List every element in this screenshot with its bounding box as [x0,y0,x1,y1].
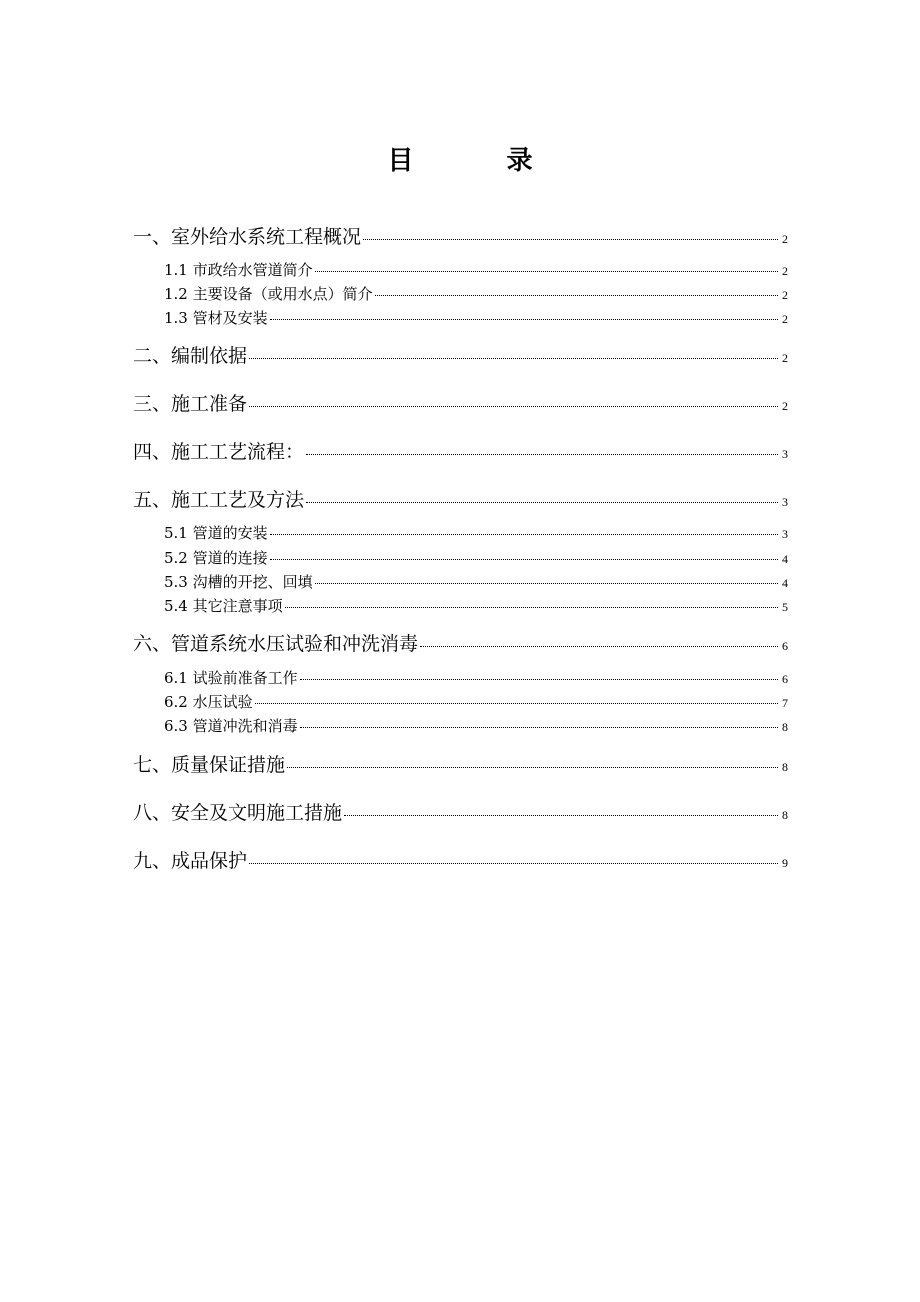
toc-entry-label: 四、施工工艺流程： [133,441,305,463]
toc-entry-1-2[interactable] [164,283,788,304]
toc-entry-8[interactable] [133,798,788,825]
toc-page-number: 2 [782,351,788,365]
toc-leader [255,703,778,704]
toc-page-number: 7 [782,696,788,710]
toc-entry-label: 5.1 管道的安装 [164,524,268,542]
toc-leader [270,319,778,320]
toc-leader [315,583,778,584]
toc-leader [344,815,778,816]
toc-leader [285,607,778,608]
toc-page-number: 6 [782,639,788,653]
toc-leader [315,271,778,272]
toc-page-number: 8 [782,720,788,734]
toc-entry-5-2[interactable] [164,547,788,568]
toc-page-number: 6 [782,672,788,686]
toc-entry-1-1[interactable] [164,259,788,280]
toc-leader [300,679,778,680]
toc-entry-label: 六、管道系统水压试验和冲洗消毒 [133,633,419,655]
toc-page-number: 2 [782,264,788,278]
toc-entry-3[interactable] [133,389,788,416]
toc-entry-label: 七、质量保证措施 [133,754,286,776]
toc-entry-2[interactable] [133,341,788,368]
toc-entry-9[interactable] [133,846,788,873]
toc-page-number: 9 [782,856,788,870]
toc-entry-1-3[interactable] [164,307,788,328]
toc-entry-label: 二、编制依据 [133,345,248,367]
toc-page-number: 2 [782,232,788,246]
toc-page-number: 5 [782,600,788,614]
toc-entry-5-4[interactable] [164,595,788,616]
toc-entry-6-2[interactable] [164,691,788,712]
toc-entry-1[interactable] [133,222,788,249]
toc-entry-label: 五、施工工艺及方法 [133,489,305,511]
toc-page-number: 4 [782,552,788,566]
toc-entry-label: 1.1 市政给水管道简介 [164,261,313,279]
toc-page-number: 3 [782,447,788,461]
toc-entry-label: 5.3 沟槽的开挖、回填 [164,573,313,591]
toc-entry-5-1[interactable] [164,522,788,543]
toc-entry-6-3[interactable] [164,715,788,736]
toc-leader [287,767,778,768]
toc-page-number: 8 [782,808,788,822]
toc-page-number: 2 [782,399,788,413]
toc-entry-label: 三、施工准备 [133,393,248,415]
toc-leader [270,559,778,560]
toc-entry-label: 一、室外给水系统工程概况 [133,226,362,248]
toc-leader [375,295,778,296]
toc-leader [249,358,778,359]
toc-leader [270,534,778,535]
toc-entry-label: 八、安全及文明施工措施 [133,802,343,824]
toc-entry-7[interactable] [133,750,788,777]
toc-leader [300,727,778,728]
toc-page-number: 2 [782,288,788,302]
toc-leader [420,646,778,647]
toc-entry-6-1[interactable] [164,667,788,688]
toc-leader [363,239,778,240]
toc-leader [249,406,778,407]
toc-entry-label: 6.1 试验前准备工作 [164,669,298,687]
toc-entry-label: 1.3 管材及安装 [164,309,268,327]
toc-entry-label: 九、成品保护 [133,850,248,872]
toc-leader [306,454,778,455]
toc-entry-5[interactable] [133,485,788,512]
toc-entry-label: 5.4 其它注意事项 [164,597,283,615]
toc-entry-label: 6.3 管道冲洗和消毒 [164,717,298,735]
toc-page-number: 3 [782,495,788,509]
toc-leader [306,502,778,503]
toc-page-number: 4 [782,576,788,590]
page-title: 目 录 [387,146,575,176]
toc-page-number: 8 [782,760,788,774]
toc-entry-label: 6.2 水压试验 [164,693,253,711]
toc-page-number: 2 [782,312,788,326]
toc-entry-4[interactable] [133,437,788,464]
toc-page-number: 3 [782,527,788,541]
toc-entry-5-3[interactable] [164,571,788,592]
toc-entry-6[interactable] [133,629,788,656]
toc-entry-label: 5.2 管道的连接 [164,549,268,567]
toc-entry-label: 1.2 主要设备（或用水点）简介 [164,285,373,303]
toc-leader [249,863,778,864]
